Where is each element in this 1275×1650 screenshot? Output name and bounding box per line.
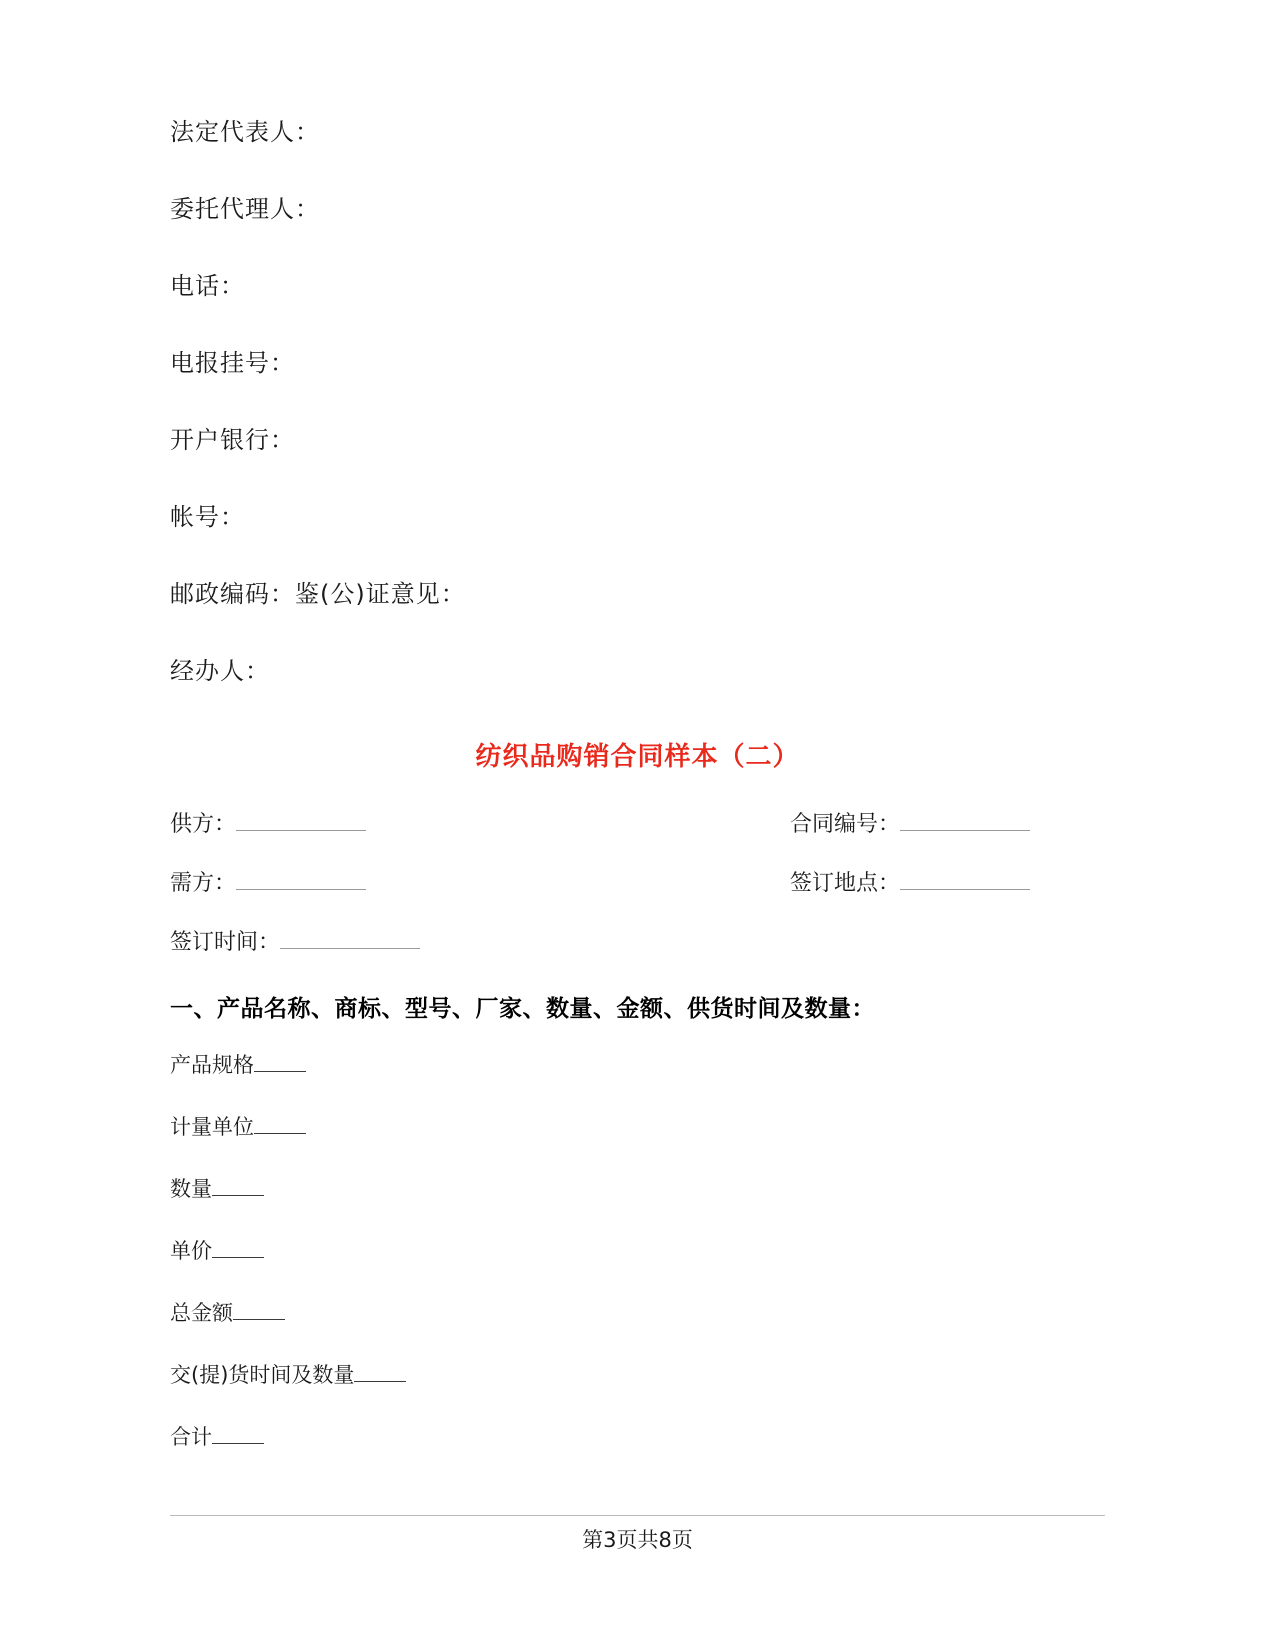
item-total-amount-label: 总金额 xyxy=(170,1301,233,1325)
item-measure-unit-label: 计量单位 xyxy=(170,1115,254,1139)
item-product-spec-label: 产品规格 xyxy=(170,1053,254,1077)
field-handler: 经办人： xyxy=(170,657,270,685)
signing-place-blank xyxy=(900,871,1030,890)
item-product-spec xyxy=(170,1049,1105,1079)
item-unit-price xyxy=(170,1235,1105,1265)
field-bank: 开户银行： xyxy=(170,426,295,454)
field-postal-code-and-notary-opinion: 邮政编码：鉴(公)证意见： xyxy=(170,580,466,608)
item-delivery-time-quantity xyxy=(170,1359,1105,1389)
section-one-heading: 一、产品名称、商标、型号、厂家、数量、金额、供货时间及数量： xyxy=(170,996,875,1022)
signing-time-field xyxy=(170,925,1105,956)
field-entrusted-agent: 委托代理人： xyxy=(170,195,320,223)
signing-time-label: 签订时间： xyxy=(170,930,281,955)
item-measure-unit xyxy=(170,1111,1105,1141)
buyer-blank xyxy=(236,871,366,890)
page-footer: 第3页共8页 xyxy=(582,1528,693,1552)
field-telegram-number: 电报挂号： xyxy=(170,349,295,377)
signing-place-field xyxy=(790,866,1030,897)
item-quantity-label: 数量 xyxy=(170,1177,212,1201)
buyer-field xyxy=(170,866,790,897)
item-measure-unit-blank xyxy=(254,1119,306,1134)
footer-divider xyxy=(170,1515,1105,1516)
supplier-field xyxy=(170,807,790,838)
item-total-blank xyxy=(212,1429,264,1444)
product-item-list xyxy=(170,1049,1105,1451)
field-account-number: 帐号： xyxy=(170,503,245,531)
field-telephone: 电话： xyxy=(170,272,245,300)
item-quantity xyxy=(170,1173,1105,1203)
party-row-buyer xyxy=(170,866,1105,897)
contract-number-blank xyxy=(900,812,1030,831)
supplier-label: 供方： xyxy=(170,812,237,837)
item-total xyxy=(170,1421,1105,1451)
item-delivery-time-quantity-label: 交(提)货时间及数量 xyxy=(170,1363,355,1387)
party-row-supplier xyxy=(170,807,1105,838)
item-unit-price-label: 单价 xyxy=(170,1239,212,1263)
buyer-label: 需方： xyxy=(170,871,237,896)
contract-number-label: 合同编号： xyxy=(790,812,901,837)
header-field-group xyxy=(170,120,1105,683)
item-delivery-time-quantity-blank xyxy=(354,1367,406,1382)
item-unit-price-blank xyxy=(212,1243,264,1258)
item-total-amount xyxy=(170,1297,1105,1327)
signing-time-blank xyxy=(280,930,420,949)
item-total-label: 合计 xyxy=(170,1425,212,1449)
contract-number-field xyxy=(790,807,1030,838)
signing-place-label: 签订地点： xyxy=(790,871,901,896)
field-legal-representative: 法定代表人： xyxy=(170,118,320,146)
item-product-spec-blank xyxy=(254,1057,306,1072)
item-total-amount-blank xyxy=(233,1305,285,1320)
item-quantity-blank xyxy=(212,1181,264,1196)
supplier-blank xyxy=(236,812,366,831)
page-title: 纺织品购销合同样本（二） xyxy=(475,742,800,772)
